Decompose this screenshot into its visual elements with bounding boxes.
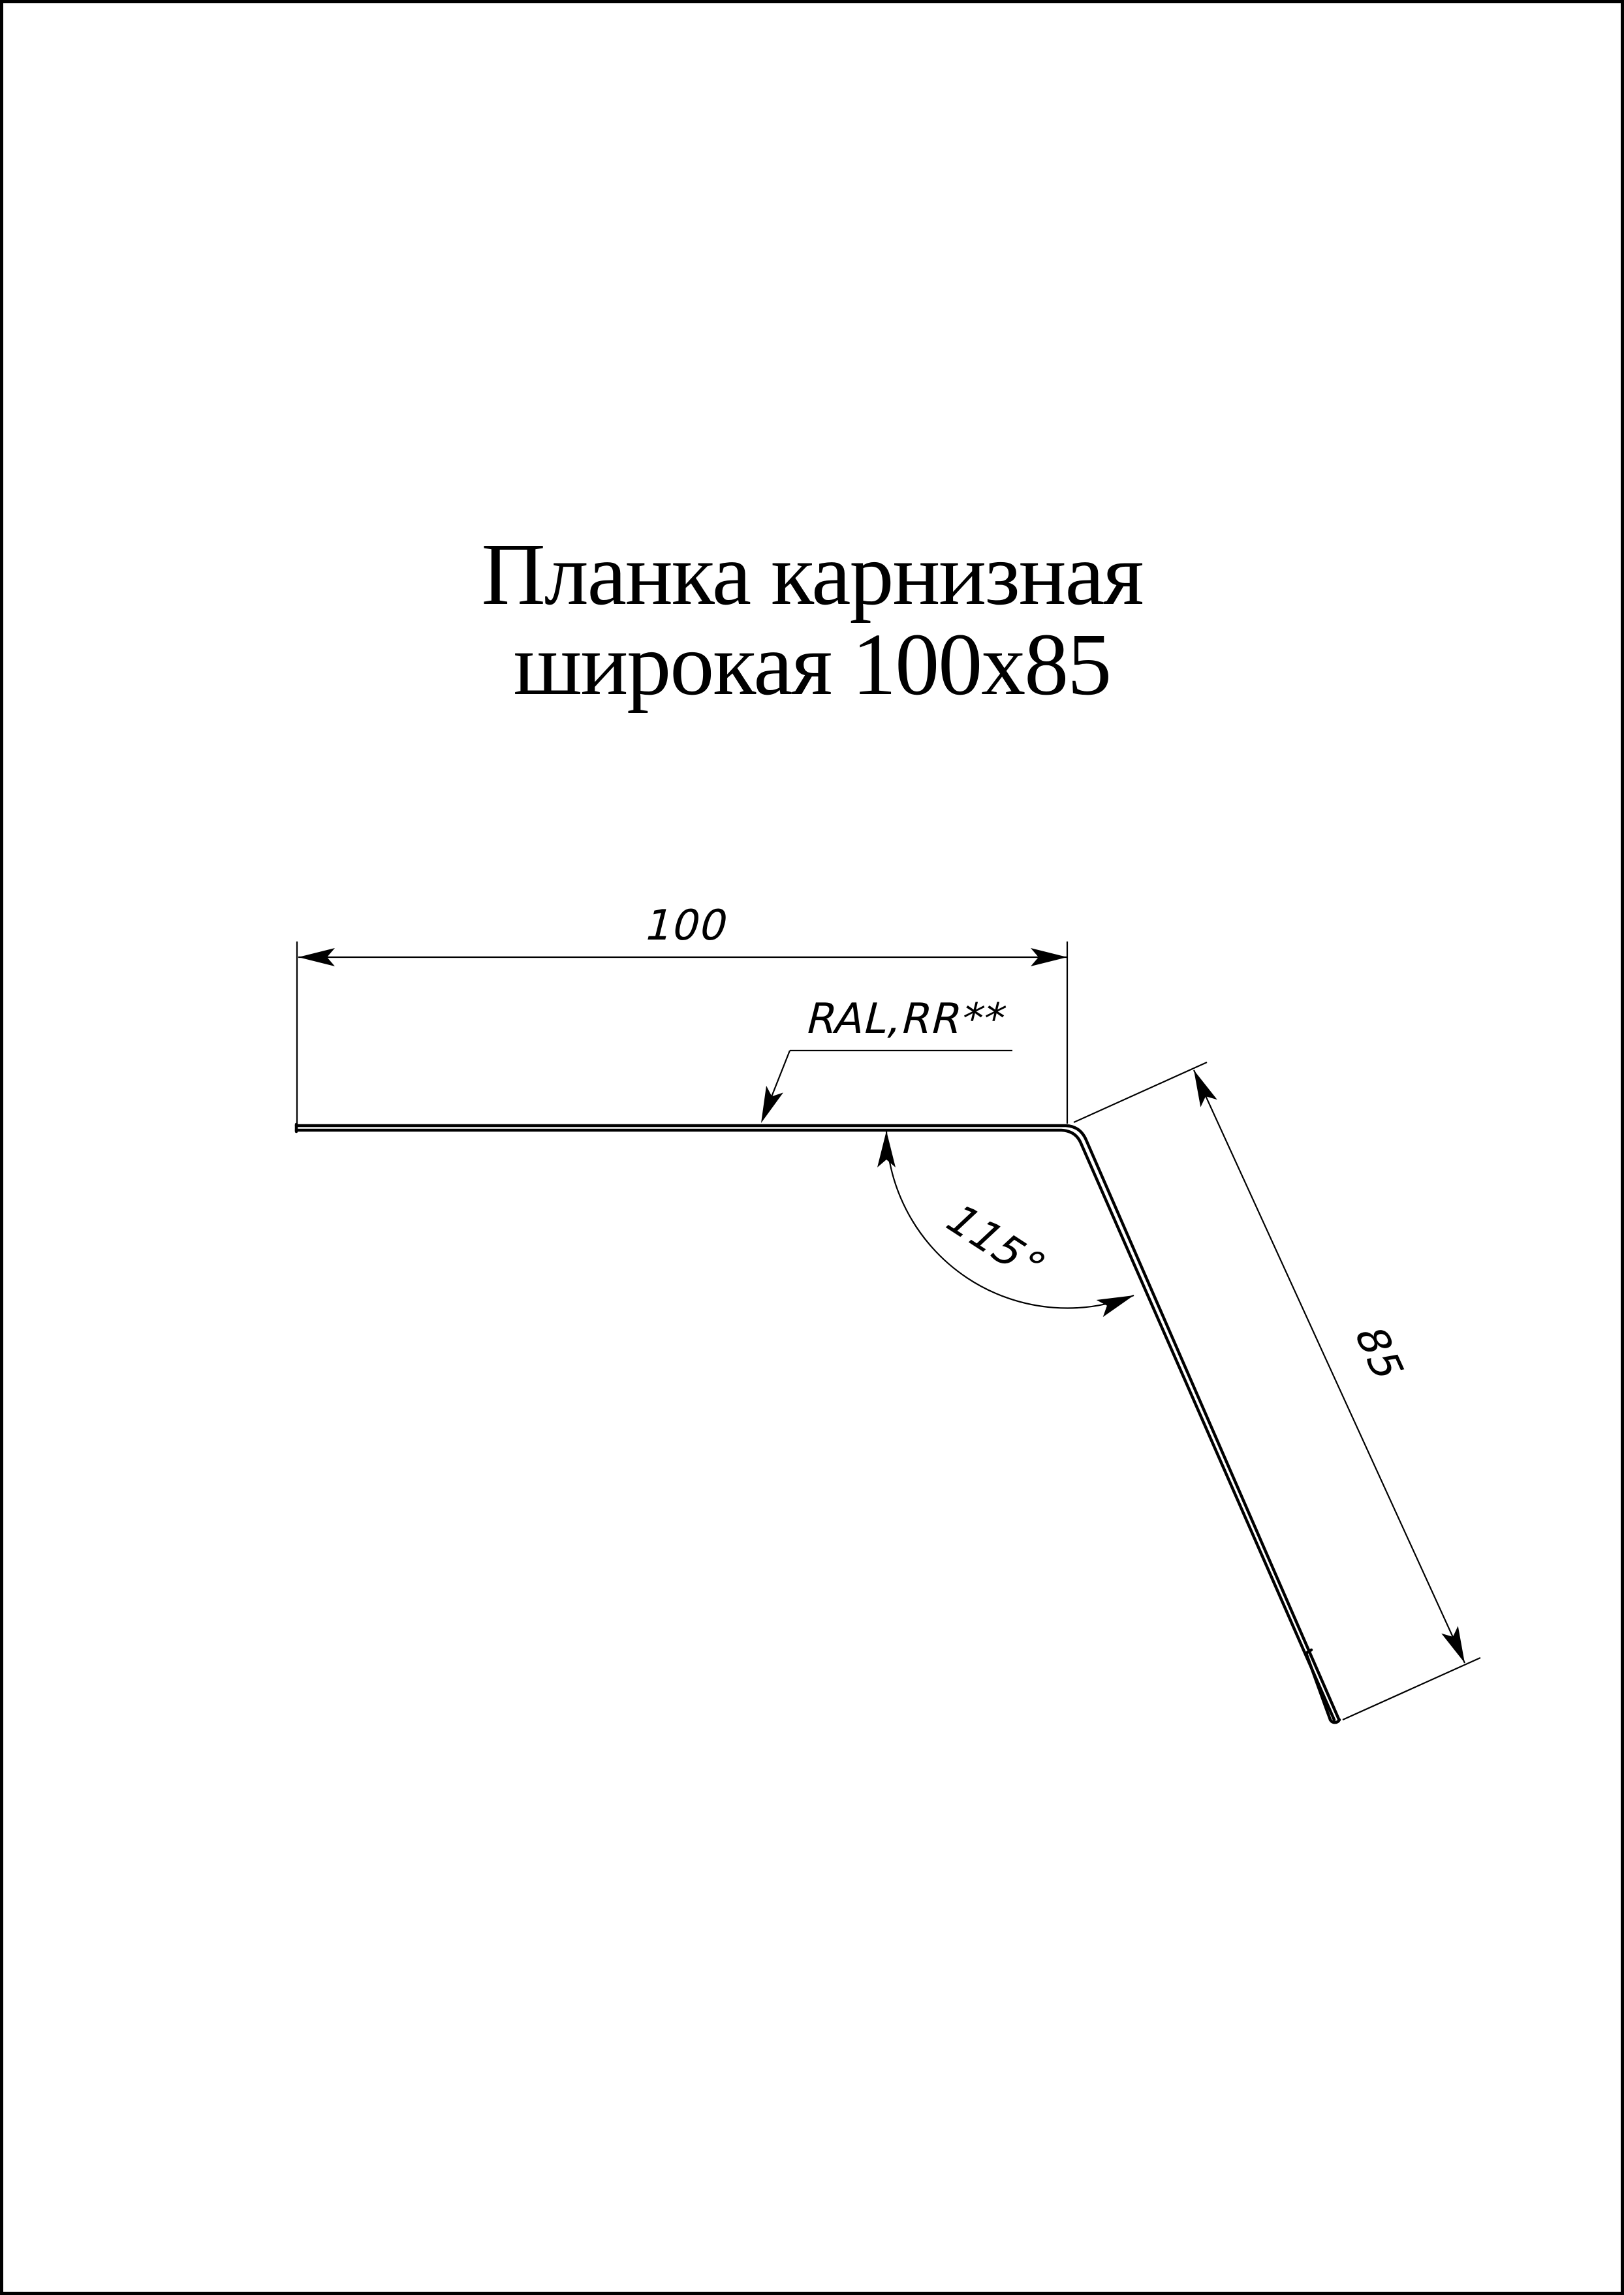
- angle-value: 115°: [933, 1197, 1057, 1288]
- leader-arrow: [753, 1086, 783, 1126]
- angle-arrow-top: [877, 1131, 896, 1167]
- cornice-strip-profile-drawing: [3, 3, 1624, 2295]
- profile-inner-surface: [296, 1130, 1334, 1720]
- height-arrow-bottom: [1441, 1626, 1473, 1667]
- height-dimension-value: 85: [1343, 1324, 1415, 1383]
- coating-label: RAL,RR**: [802, 994, 1012, 1043]
- profile-outer-surface: [296, 1126, 1339, 1719]
- drawing-title-line1: Планка карнизная: [481, 526, 1143, 624]
- width-dimension-value: 100: [640, 901, 734, 950]
- height-extension-line-bottom: [1343, 1658, 1480, 1720]
- profile-hem-fold: [1306, 1653, 1330, 1720]
- angle-dimension: [877, 1131, 1137, 1317]
- drawing-title-line2: широкая 100x85: [513, 616, 1111, 714]
- angle-arrow-right: [1097, 1287, 1137, 1317]
- angle-arc: [886, 1131, 1134, 1308]
- height-arrow-top: [1185, 1066, 1217, 1107]
- height-extension-line-top: [1074, 1062, 1207, 1122]
- profile-outline: [296, 1124, 1339, 1722]
- height-dimension-line: [1194, 1070, 1465, 1663]
- coating-leader: [753, 995, 1012, 1126]
- height-dimension: [1074, 1062, 1480, 1720]
